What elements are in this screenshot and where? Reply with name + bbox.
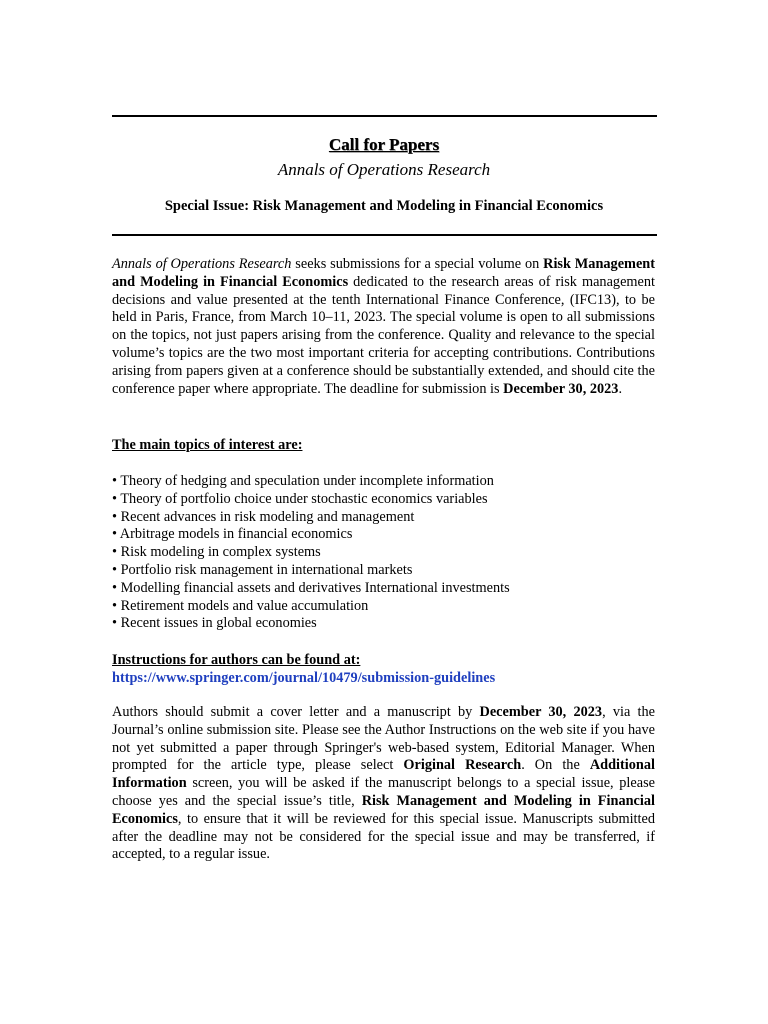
- page-title: Call for Papers: [328, 135, 440, 154]
- bottom-divider: [112, 234, 657, 236]
- issue-title: Risk Management and Modeling in Financial Economics: [112, 792, 655, 827]
- topic-item: • Arbitrage models in financial economics: [112, 526, 353, 543]
- journal-name: Annals of Operations Research: [277, 160, 491, 179]
- submission-text-3: . On the: [521, 757, 590, 774]
- submission-deadline: December 30, 2023: [479, 704, 603, 720]
- topic-item: • Recent advances in risk modeling and management: [112, 508, 415, 525]
- submission-text-1: Authors should submit a cover letter and a manuscript by: [112, 704, 480, 720]
- topic-item: • Theory of hedging and speculation under incomplete information: [112, 473, 494, 489]
- intro-deadline: December 30, 2023: [503, 380, 619, 397]
- intro-text-1: seeks submissions for a special volume on: [291, 256, 544, 272]
- topic-item: • Risk modeling in complex systems: [112, 544, 321, 561]
- topic-item: • Recent issues in global economies: [112, 615, 317, 632]
- journal-name-inline: Annals of Operations Research: [112, 256, 292, 272]
- topic-item: • Theory of portfolio choice under stochastic economics variables: [112, 490, 488, 507]
- article-type: Original Research: [403, 757, 522, 774]
- topic-item: • Modelling financial assets and derivatives International investments: [112, 579, 510, 596]
- topics-list: [112, 473, 655, 633]
- topics-heading: The main topics of interest are:: [112, 437, 303, 453]
- intro-text-2: dedicated to the research areas of risk management decisions and value presented at the tenth International Finance Conference, (IFC13), to be held in Paris, France, from March 10–11, 2023. The special volume is open to all submissions on the topics, not just papers arising from the conference. Quality and relevance to the special volume’s topics are the two most important criteria for accepting contributions. Contributions arising from papers given at a conference should be substantially extended, and should cite the conference paper where appropriate. The deadline for submission is: [112, 273, 655, 397]
- instructions-label: Instructions for authors can be found at:: [112, 652, 361, 668]
- submission-guidelines-link[interactable]: https://www.springer.com/journal/10479/submission-guidelines: [112, 669, 496, 686]
- submission-text-5: , to ensure that it will be reviewed for this special issue. Manuscripts submitted after the deadline may not be considered for the special issue and may be transferred, if accepted, to a regular issue.: [112, 810, 655, 863]
- top-divider: [112, 115, 657, 117]
- submission-text-2: , via the Journal’s online submission site. Please see the Author Instructions on the web site if you have not yet submitted a paper through Springer's web-based system, Editorial Manager. When prompted for the article type, please select: [112, 704, 655, 774]
- screen-name: Additional Information: [112, 757, 655, 792]
- intro-text-3: .: [618, 380, 623, 397]
- special-issue-heading: Special Issue: Risk Management and Modeling in Financial Economics: [164, 198, 604, 214]
- intro-bold-topic: Risk Management and Modeling in Financial Economics: [112, 256, 656, 290]
- submission-paragraph: [112, 704, 655, 864]
- topic-item: • Retirement models and value accumulation: [112, 597, 369, 614]
- instructions-block: [112, 652, 655, 688]
- intro-paragraph: [112, 256, 655, 398]
- topic-item: • Portfolio risk management in international markets: [112, 561, 413, 578]
- submission-text-4: screen, you will be asked if the manuscript belongs to a special issue, please choose yes and the special issue’s title,: [112, 775, 655, 809]
